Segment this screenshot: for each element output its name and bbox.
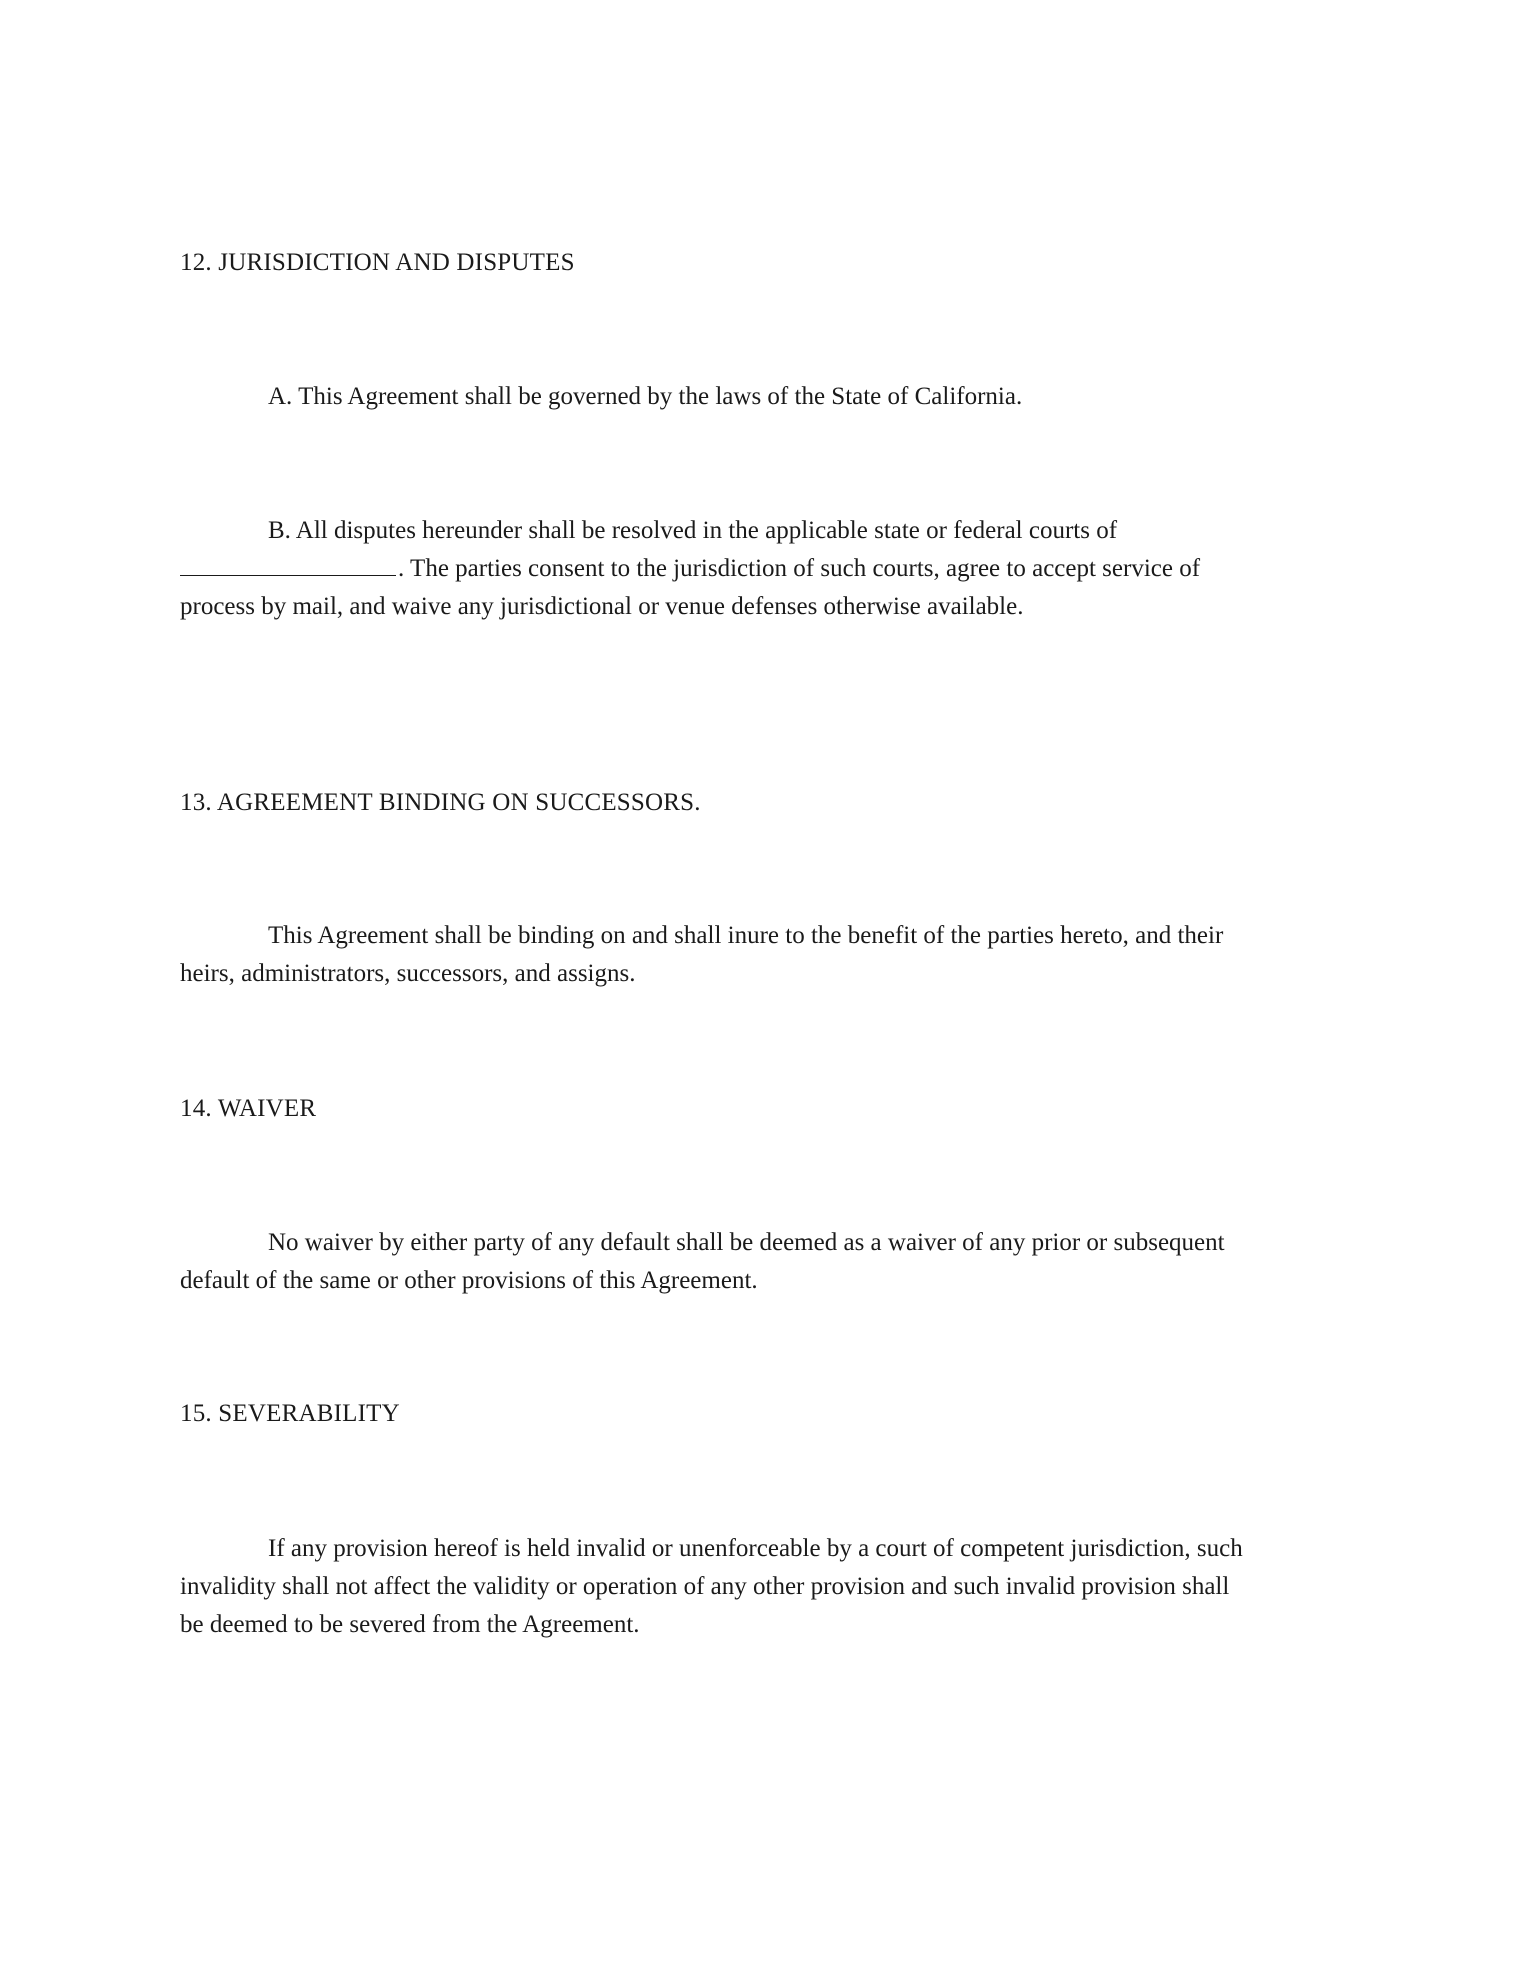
section-13-line-2: heirs, administrators, successors, and assigns. [180,960,636,987]
section-13-body [180,917,1340,993]
section-14-body [180,1224,1340,1300]
section-14-line-2: default of the same or other provisions of this Agreement. [180,1267,758,1294]
section-13-line-1: This Agreement shall be binding on and shall inure to the benefit of the parties hereto, and their [268,922,1224,949]
section-12-clause-a [180,378,1340,416]
fill-in-blank-line [180,551,396,576]
section-14-line-1: No waiver by either party of any default shall be deemed as a waiver of any prior or subsequent [268,1229,1225,1256]
section-15-line-2: invalidity shall not affect the validity or operation of any other provision and such invalid provision shall [180,1573,1230,1600]
section-13-heading: 13. AGREEMENT BINDING ON SUCCESSORS. [180,789,701,816]
clause-b-line-2-text: . The parties consent to the jurisdiction of such courts, agree to accept service of [398,555,1201,582]
section-12-clause-b [180,512,1340,626]
section-15-body [180,1530,1340,1644]
clause-b-line-2 [180,550,1340,588]
clause-a-text: A. This Agreement shall be governed by the laws of the State of California. [268,383,1023,410]
section-14-heading: 14. WAIVER [180,1095,317,1122]
section-12-heading: 12. JURISDICTION AND DISPUTES [180,249,575,276]
clause-b-line-3: process by mail, and waive any jurisdictional or venue defenses otherwise available. [180,593,1024,620]
clause-b-line-1: B. All disputes hereunder shall be resolved in the applicable state or federal courts of [268,517,1118,544]
section-15-heading: 15. SEVERABILITY [180,1400,400,1427]
section-15-line-3: be deemed to be severed from the Agreement. [180,1611,640,1638]
section-15-line-1: If any provision hereof is held invalid or unenforceable by a court of competent jurisdiction, such [268,1535,1243,1562]
